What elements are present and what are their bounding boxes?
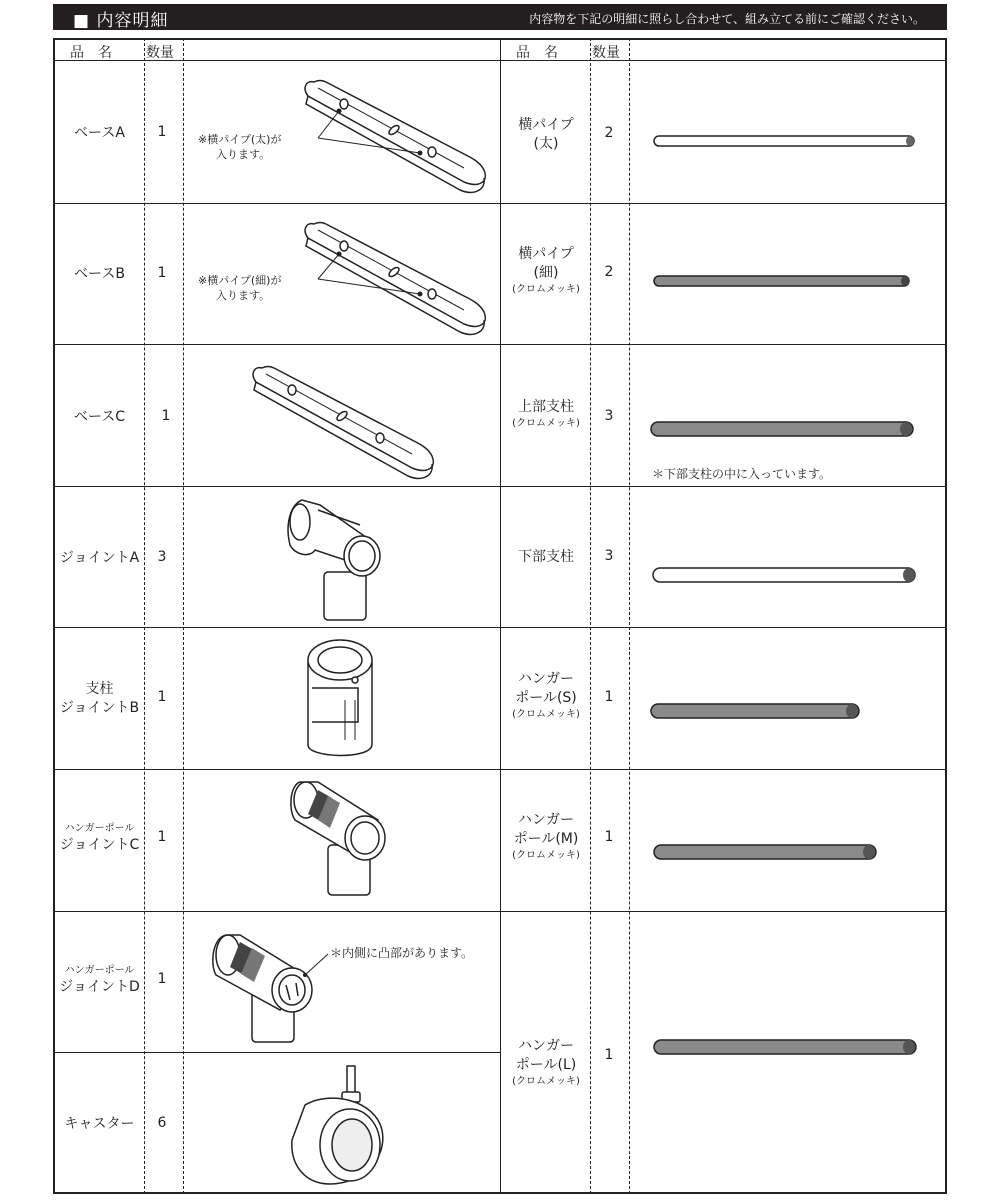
caster-icon	[292, 1066, 383, 1184]
col-header-qty: 数量	[592, 45, 620, 61]
item-note-line: ※横パイプ(細)が	[198, 274, 282, 287]
item-name-line: 支柱	[85, 681, 114, 697]
item-qty: 1	[604, 689, 614, 705]
item-name-line: ジョイントD	[59, 978, 140, 995]
item-qty: 1	[604, 829, 614, 845]
item-name-line: ポール(L)	[515, 1056, 577, 1073]
item-qty: 3	[157, 549, 167, 565]
item-name-line: ハンガーポール	[64, 823, 135, 834]
item-qty: 2	[604, 125, 614, 141]
item-name-line: ジョイントC	[59, 836, 140, 853]
item-sub: (クロムメッキ)	[512, 283, 580, 295]
item-qty: 1	[604, 1047, 614, 1063]
item-qty: 3	[604, 408, 614, 424]
col-header-name: 品 名	[70, 45, 112, 61]
item-sub: (クロムメッキ)	[512, 708, 580, 720]
base-c-icon	[253, 367, 433, 479]
item-name-line: ポール(M)	[513, 830, 579, 847]
lower-post-icon	[653, 568, 915, 582]
item-qty: 1	[157, 265, 167, 281]
item-name: ジョイントA	[59, 550, 140, 566]
item-qty: 6	[157, 1115, 167, 1131]
item-qty: 2	[604, 264, 614, 280]
header-note: 内容物を下記の明細に照らし合わせて、組み立てる前にご確認ください。	[529, 12, 925, 26]
pipe-horizontal-thin-icon	[654, 276, 909, 286]
item-name-line: ハンガーポール	[64, 965, 135, 976]
item-name-line: ポール(S)	[515, 689, 577, 706]
hanger-pole-m-icon	[654, 845, 876, 859]
joint-d-icon	[213, 935, 328, 1042]
item-name: ベースA	[74, 125, 125, 141]
item-qty: 1	[157, 124, 167, 140]
item-note-line: 入ります。	[216, 288, 271, 302]
item-sub: (クロムメッキ)	[512, 417, 580, 429]
upper-post-icon	[651, 422, 913, 436]
item-name-line: ハンガー	[518, 1038, 574, 1054]
pipe-horizontal-thick-icon	[654, 136, 914, 146]
item-name: ベースB	[74, 266, 125, 282]
item-name-line: ハンガー	[518, 671, 574, 687]
item-note: ＊内側に凸部があります。	[330, 946, 474, 960]
item-name-line: (太)	[533, 135, 559, 152]
base-b-icon	[305, 223, 485, 335]
item-name: 下部支柱	[518, 549, 574, 565]
item-name-line: 上部支柱	[518, 399, 574, 415]
item-name: キャスター	[64, 1116, 135, 1132]
item-name-line: ジョイントB	[59, 699, 140, 716]
item-qty: 1	[161, 408, 171, 424]
item-sub: (クロムメッキ)	[512, 1075, 580, 1087]
item-note: ＊下部支柱の中に入っています。	[652, 467, 832, 481]
item-qty: 1	[157, 829, 167, 845]
item-name-line: 横パイプ	[518, 246, 574, 262]
item-sub: (クロムメッキ)	[512, 849, 580, 861]
page-title: ■ 内容明細	[73, 11, 169, 31]
item-name-line: (細)	[533, 264, 559, 281]
item-name: ベースC	[73, 409, 126, 425]
item-qty: 3	[604, 548, 614, 564]
joint-a-icon	[288, 500, 380, 620]
base-a-icon	[305, 81, 485, 193]
item-note-line: 入ります。	[216, 147, 271, 161]
item-name-line: 横パイプ	[518, 117, 574, 133]
col-header-name: 品 名	[516, 45, 558, 61]
item-qty: 1	[157, 689, 167, 705]
item-name-line: ハンガー	[518, 812, 574, 828]
item-note-line: ※横パイプ(太)が	[198, 133, 282, 146]
hanger-pole-s-icon	[651, 704, 859, 718]
col-header-qty: 数量	[146, 45, 174, 61]
item-qty: 1	[157, 971, 167, 987]
hanger-pole-l-icon	[654, 1040, 916, 1054]
joint-b-icon	[308, 640, 372, 756]
joint-c-icon	[291, 782, 385, 895]
